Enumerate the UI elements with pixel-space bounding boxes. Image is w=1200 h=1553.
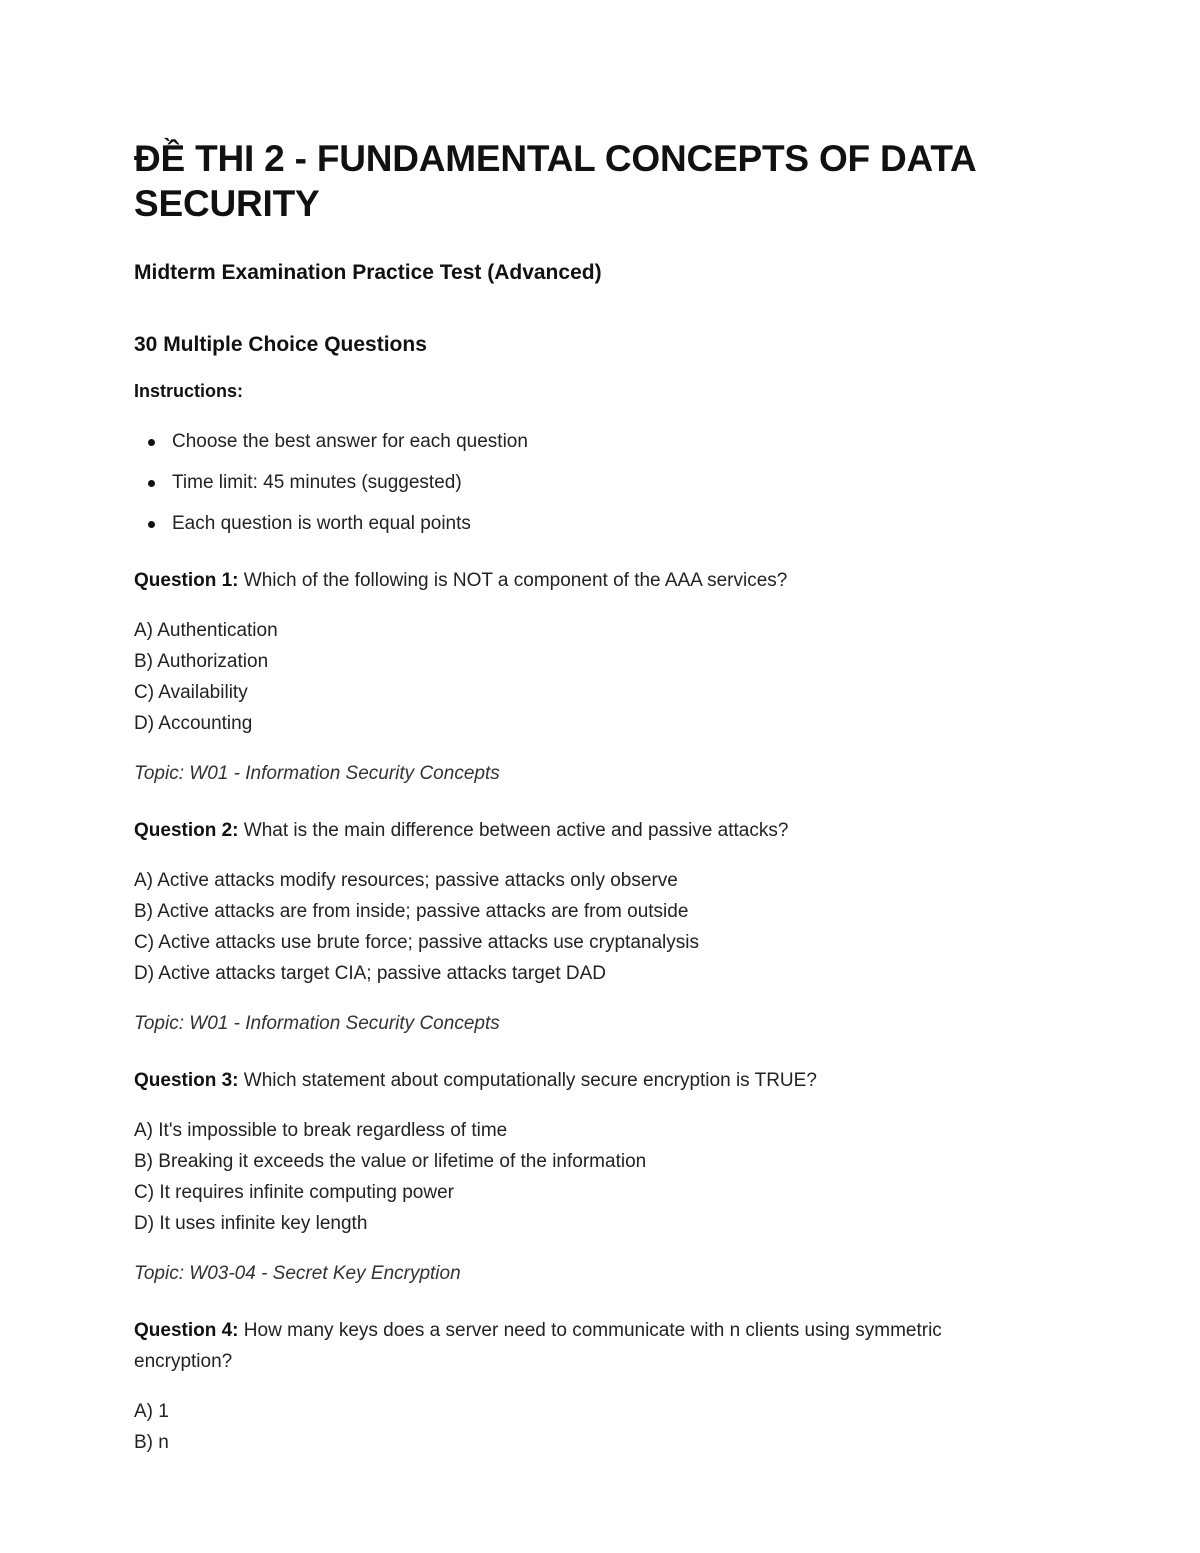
instruction-item [134, 430, 528, 471]
answer-option: C) It requires infinite computing power [134, 1182, 454, 1203]
bullet-icon [148, 521, 155, 528]
answer-option: A) It's impossible to break regardless of time [134, 1120, 508, 1141]
answer-option: D) Accounting [134, 713, 253, 734]
answer-options [134, 1396, 1034, 1458]
question-prompt [134, 815, 1034, 846]
answer-option: B) Authorization [134, 651, 269, 672]
instruction-text: Time limit: 45 minutes (suggested) [172, 472, 462, 493]
instructions-label: Instructions: [134, 381, 244, 401]
question-label: Question 2: [134, 820, 239, 841]
instruction-text: Choose the best answer for each question [172, 431, 528, 452]
answer-option: B) Breaking it exceeds the value or lifetime of the information [134, 1151, 647, 1172]
answer-option: C) Availability [134, 682, 248, 703]
question-count-heading: 30 Multiple Choice Questions [134, 333, 427, 356]
answer-options [134, 865, 1034, 989]
question-text: How many keys does a server need to communicate with n clients using symmetric encryption? [134, 1320, 942, 1372]
question-2 [134, 815, 1034, 1039]
question-label: Question 1: [134, 570, 239, 591]
answer-options [134, 615, 1034, 739]
question-label: Question 3: [134, 1070, 239, 1091]
question-topic: Topic: W03-04 - Secret Key Encryption [134, 1263, 461, 1284]
question-text: Which statement about computationally secure encryption is TRUE? [243, 1070, 817, 1091]
answer-option: D) Active attacks target CIA; passive attacks target DAD [134, 963, 607, 984]
question-topic: Topic: W01 - Information Security Concepts [134, 763, 500, 784]
question-prompt [134, 1315, 1034, 1377]
question-4 [134, 1315, 1034, 1458]
instruction-item [134, 512, 528, 553]
instructions-list [134, 430, 528, 553]
answer-option: B) Active attacks are from inside; passive attacks are from outside [134, 901, 689, 922]
answer-option: C) Active attacks use brute force; passive attacks use cryptanalysis [134, 932, 699, 953]
answer-option: A) 1 [134, 1401, 169, 1422]
answer-option: B) n [134, 1432, 169, 1453]
question-label: Question 4: [134, 1320, 239, 1341]
instruction-item [134, 471, 528, 512]
question-text: What is the main difference between active and passive attacks? [243, 820, 789, 841]
question-1 [134, 565, 1034, 789]
question-text: Which of the following is NOT a component of the AAA services? [243, 570, 788, 591]
question-prompt [134, 565, 1034, 596]
bullet-icon [148, 439, 155, 446]
document-title: ĐỀ THI 2 - FUNDAMENTAL CONCEPTS OF DATA SECURITY [134, 138, 976, 224]
question-topic: Topic: W01 - Information Security Concepts [134, 1013, 500, 1034]
question-prompt [134, 1065, 1034, 1096]
bullet-icon [148, 480, 155, 487]
answer-option: D) It uses infinite key length [134, 1213, 368, 1234]
answer-options [134, 1115, 1034, 1239]
answer-option: A) Authentication [134, 620, 278, 641]
answer-option: A) Active attacks modify resources; passive attacks only observe [134, 870, 678, 891]
instruction-text: Each question is worth equal points [172, 513, 471, 534]
document-subtitle: Midterm Examination Practice Test (Advanced) [134, 261, 602, 284]
question-3 [134, 1065, 1034, 1289]
